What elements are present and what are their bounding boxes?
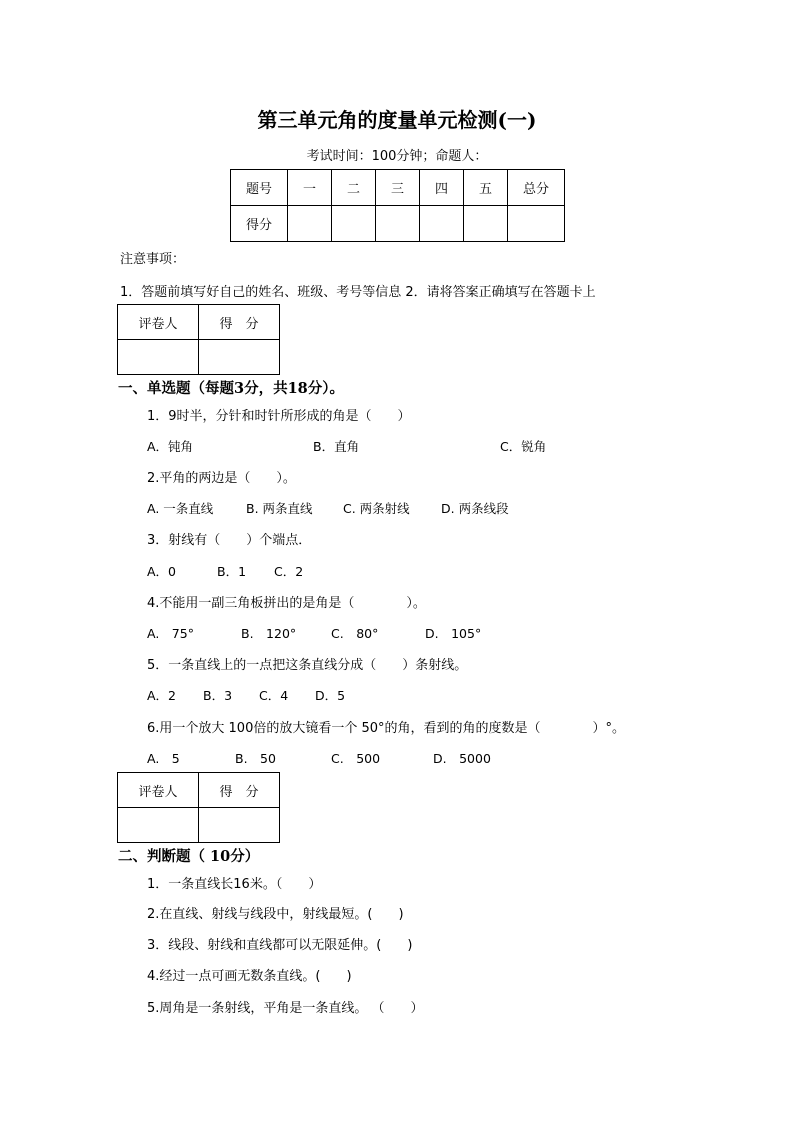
q1-option-b: B．直角 xyxy=(313,439,360,454)
q6-option-a: A. 5 xyxy=(147,751,180,766)
score-table xyxy=(230,169,565,242)
grader-score-label: 得 分 xyxy=(199,773,280,808)
score-cell xyxy=(288,206,332,242)
question-4: 4.不能用一副三角板拼出的是角是（ ）。 xyxy=(147,596,426,611)
judge-question-3: 3．线段、射线和直线都可以无限延伸。( ) xyxy=(147,938,413,953)
grader-score-label: 得 分 xyxy=(199,305,280,340)
q2-option-d: D. 两条线段 xyxy=(441,501,509,516)
q3-option-c: C．2 xyxy=(274,564,304,579)
section2-heading: 二、判断题（ 10分） xyxy=(118,848,260,865)
score-table-header: 五 xyxy=(464,170,508,206)
q6-option-b: B. 50 xyxy=(235,751,276,766)
notes-line: 1．答题前填写好自己的姓名、班级、考号等信息 2．请将答案正确填写在答题卡上 xyxy=(120,285,596,300)
section1-heading: 一、单选题（每题3分，共18分）。 xyxy=(118,380,345,397)
q2-option-b: B. 两条直线 xyxy=(246,501,313,516)
score-cell xyxy=(420,206,464,242)
judge-question-2: 2.在直线、射线与线段中，射线最短。( ) xyxy=(147,907,404,922)
exam-info: 考试时间：100分钟；命题人： xyxy=(306,149,488,164)
question-5: 5．一条直线上的一点把这条直线分成（ ）条射线。 xyxy=(147,658,468,673)
judge-question-4: 4.经过一点可画无数条直线。( ) xyxy=(147,969,352,984)
grader-reviewer-label: 评卷人 xyxy=(118,773,199,808)
score-table-header: 题号 xyxy=(231,170,288,206)
q4-option-b: B. 120° xyxy=(241,626,297,641)
score-table-score-row xyxy=(231,206,565,242)
judge-question-5: 5.周角是一条射线，平角是一条直线。 （ ） xyxy=(147,1001,424,1016)
q2-option-a: A. 一条直线 xyxy=(147,501,214,516)
q5-option-c: C．4 xyxy=(259,688,289,703)
score-row-label: 得分 xyxy=(231,206,288,242)
q6-option-c: C. 500 xyxy=(331,751,381,766)
score-table-header: 二 xyxy=(332,170,376,206)
q2-option-c: C. 两条射线 xyxy=(343,501,410,516)
page-title: 第三单元角的度量单元检测(一) xyxy=(257,108,537,132)
q3-option-b: B．1 xyxy=(217,564,247,579)
score-table-header: 三 xyxy=(376,170,420,206)
grader-box xyxy=(117,304,280,375)
q5-option-b: B．3 xyxy=(203,688,233,703)
grader-reviewer-cell xyxy=(118,808,199,843)
score-table-header-row xyxy=(231,170,565,206)
q1-option-c: C．锐角 xyxy=(500,439,547,454)
q6-option-d: D. 5000 xyxy=(433,751,491,766)
q4-option-d: D. 105° xyxy=(425,626,482,641)
score-cell xyxy=(508,206,565,242)
score-cell xyxy=(464,206,508,242)
q4-option-a: A. 75° xyxy=(147,626,194,641)
score-table-header: 总分 xyxy=(508,170,565,206)
notes-heading: 注意事项： xyxy=(120,252,186,267)
question-6: 6.用一个放大 100倍的放大镜看一个 50°的角，看到的角的度数是（ ）°。 xyxy=(147,721,626,736)
score-cell xyxy=(376,206,420,242)
score-cell xyxy=(332,206,376,242)
q3-option-a: A．0 xyxy=(147,564,177,579)
q4-option-c: C. 80° xyxy=(331,626,379,641)
question-1: 1．9时半，分针和时针所形成的角是（ ） xyxy=(147,409,411,424)
score-table-header: 四 xyxy=(420,170,464,206)
q5-option-d: D．5 xyxy=(315,688,346,703)
q1-option-a: A．钝角 xyxy=(147,439,194,454)
grader-box xyxy=(117,772,280,843)
question-3: 3．射线有（ ）个端点． xyxy=(147,533,312,548)
q5-option-a: A．2 xyxy=(147,688,177,703)
grader-reviewer-label: 评卷人 xyxy=(118,305,199,340)
grader-reviewer-cell xyxy=(118,340,199,375)
question-2: 2.平角的两边是（ ）。 xyxy=(147,471,296,486)
grader-score-cell xyxy=(199,340,280,375)
grader-score-cell xyxy=(199,808,280,843)
judge-question-1: 1．一条直线长16米。（ ） xyxy=(147,877,322,892)
score-table-header: 一 xyxy=(288,170,332,206)
